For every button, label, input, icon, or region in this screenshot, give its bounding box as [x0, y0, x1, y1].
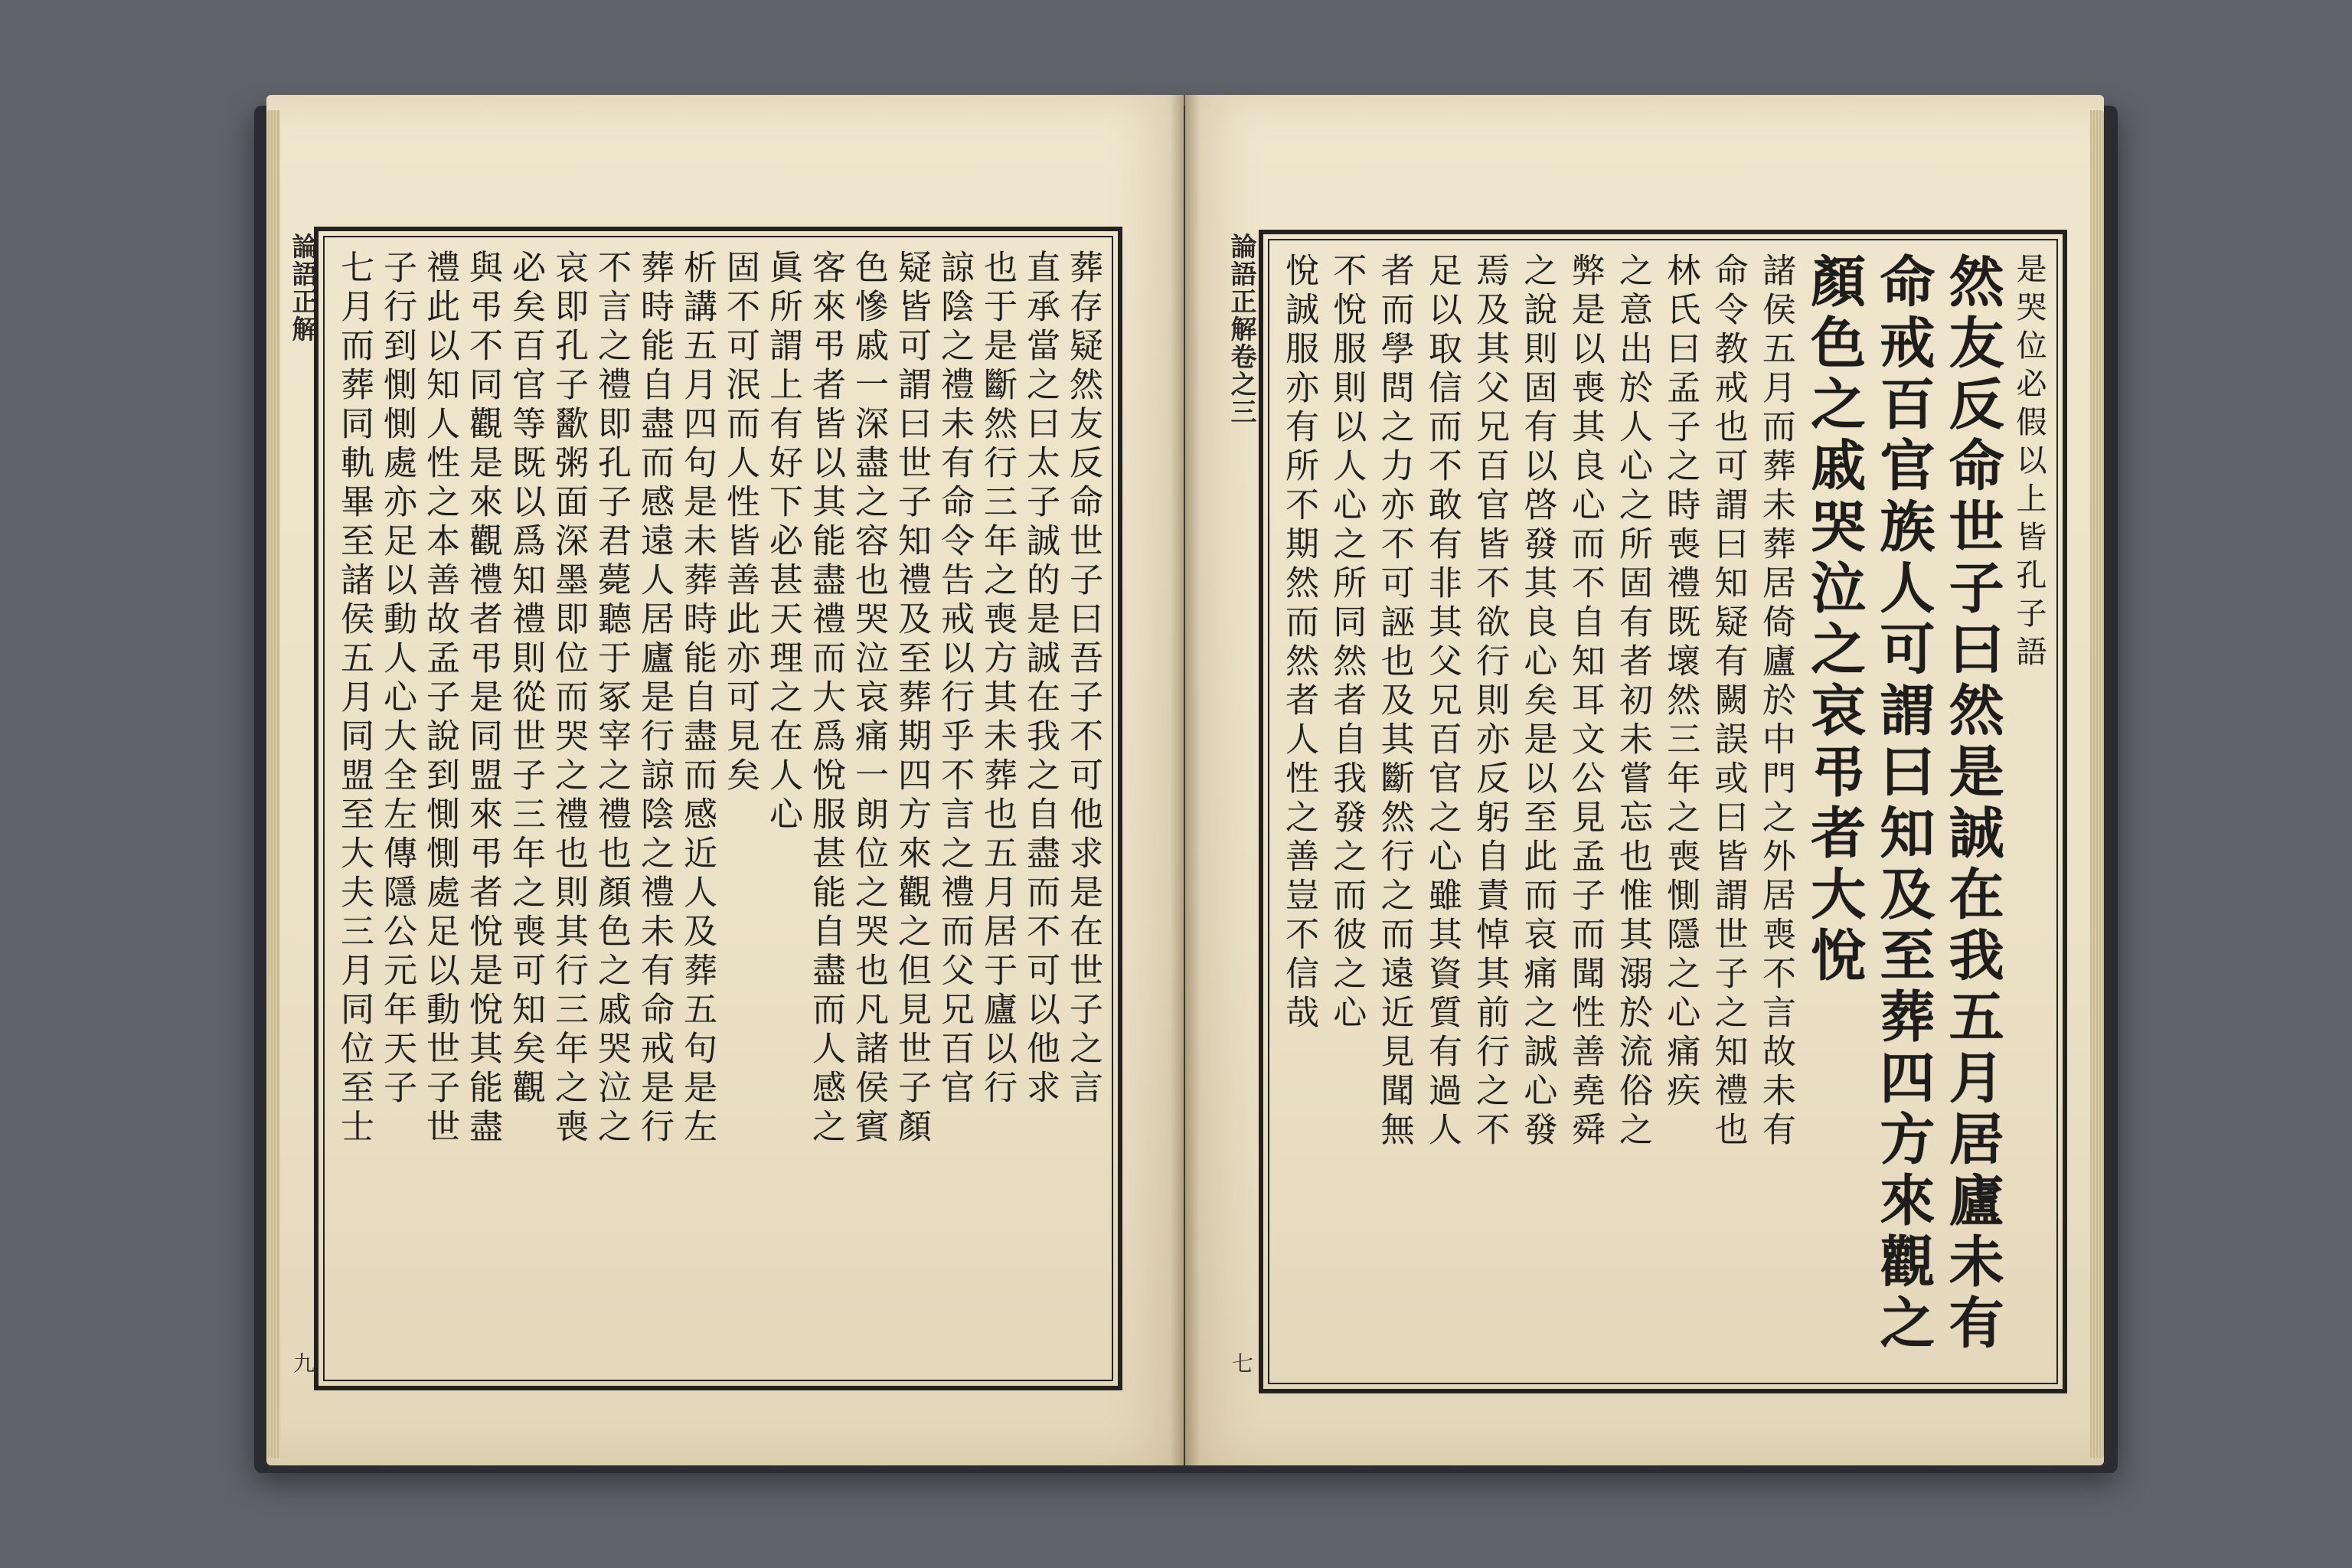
- text-column: 客來弔者皆以其能盡禮而大爲悅服甚能自盡而人感之: [806, 250, 845, 1148]
- left-page: [266, 95, 1184, 1465]
- text-column: 直承當之曰太子誠的是誠在我之自盡而不可以他求: [1021, 250, 1060, 1109]
- right-page-edge: [2090, 110, 2104, 1458]
- text-column: 之意出於人心之所固有者初未嘗忘也惟其溺於流俗之: [1612, 253, 1652, 1151]
- right-folio-number: 七: [1229, 1352, 1254, 1374]
- text-column: 必矣百官等既以爲知禮則從世子三年之喪可知矣觀: [506, 250, 545, 1109]
- text-column: 析講五月四句是未葬時能自盡而感近人及葬五句是左: [678, 250, 717, 1148]
- text-column: 葬存疑然友反命世子曰吾子不可他求是在世子之言: [1063, 250, 1102, 1109]
- main-text-column: 然友反命世子曰然是誠在我五月居廬未有: [1939, 253, 2005, 1355]
- text-column: 固不可泯而人性皆善此亦可見矣: [720, 250, 760, 796]
- text-column: 林氏曰孟子之時喪禮既壞然三年之喪惻隱之心痛疾: [1661, 253, 1700, 1112]
- text-column: 疑皆可謂曰世子知禮及至葬期四方來觀之但見世子顏: [892, 250, 931, 1148]
- text-column: 葬時能自盡而感遠人居廬是行諒陰之禮未有命戒是行: [635, 250, 674, 1148]
- left-text-frame: [314, 227, 1122, 1390]
- right-page: [1185, 95, 2104, 1465]
- left-folio-number: 九: [290, 1352, 315, 1374]
- text-column: 七月而葬同軌畢至諸侯五月同盟至大夫三月同位至士: [335, 250, 374, 1148]
- text-column: 與弔不同觀是來觀禮者弔是同盟來弔者悅是悅其能盡: [463, 250, 502, 1148]
- text-column: 之說則固有以啓發其良心矣是以至此而哀痛之誠心發: [1517, 253, 1557, 1151]
- text-column: 弊是以喪其良心而不自知耳文公見孟子而聞性善堯舜: [1565, 253, 1605, 1151]
- left-page-edge: [266, 110, 280, 1458]
- text-column: 不悅服則以人心之所同然者自我發之而彼之心: [1327, 253, 1367, 1034]
- text-column: 色慘戚一深盡之容也哭泣哀痛一朗位之哭也凡諸侯賓: [849, 250, 888, 1148]
- text-column: 不言之禮即孔子君薨聽于冢宰之禮也顏色之戚哭泣之: [592, 250, 631, 1148]
- right-page-header: [1223, 233, 1259, 1374]
- right-header-title: 論語正解卷之三: [1226, 233, 1256, 426]
- text-column: 諸侯五月而葬未葬居倚廬於中門之外居喪不言故未有: [1756, 253, 1795, 1151]
- right-text-frame: [1259, 230, 2067, 1393]
- text-column: 也于是斷然行三年之喪方其未葬也五月居于廬以行: [978, 250, 1017, 1109]
- text-column: 命令教戒也可謂曰知疑有闕誤或曰皆謂世子之知禮也: [1708, 253, 1748, 1151]
- right-text-columns: [1279, 253, 2047, 1370]
- left-header-title: 論語正解: [287, 233, 318, 343]
- text-column: 諒陰之禮未有命令告戒以行乎不言之禮而父兄百官: [935, 250, 974, 1109]
- book-gutter: [1170, 95, 1200, 1465]
- text-column: 者而學問之力亦不可誣也及其斷然行之而遠近見聞無: [1374, 253, 1414, 1151]
- text-column: 哀即孔子歠粥面深墨即位而哭之禮也則其行三年之喪: [549, 250, 588, 1148]
- text-column: 焉及其父兄百官皆不欲行則亦反躬自責悼其前行之不: [1470, 253, 1510, 1151]
- main-text-column: 顏色之戚哭泣之哀弔者大悅: [1802, 253, 1867, 988]
- main-text-column: 命戒百官族人可謂曰知及至葬四方來觀之: [1870, 253, 1936, 1355]
- text-column: 是哭位必假以上皆孔子語: [2011, 253, 2047, 674]
- text-column: 子行到惻惻處亦足以動人心大全左傳隱公元年天子: [377, 250, 416, 1109]
- open-book: [254, 95, 2118, 1473]
- text-column: 禮此以知人性之本善故孟子說到惻惻處足以動世子世: [420, 250, 459, 1148]
- left-text-columns: [335, 250, 1102, 1367]
- text-column: 眞所謂上有好下必甚天理之在人心: [763, 250, 802, 835]
- text-column: 足以取信而不敢有非其父兄百官之心雖其資質有過人: [1422, 253, 1462, 1151]
- text-column: 悅誠服亦有所不期然而然者人性之善豈不信哉: [1279, 253, 1318, 1034]
